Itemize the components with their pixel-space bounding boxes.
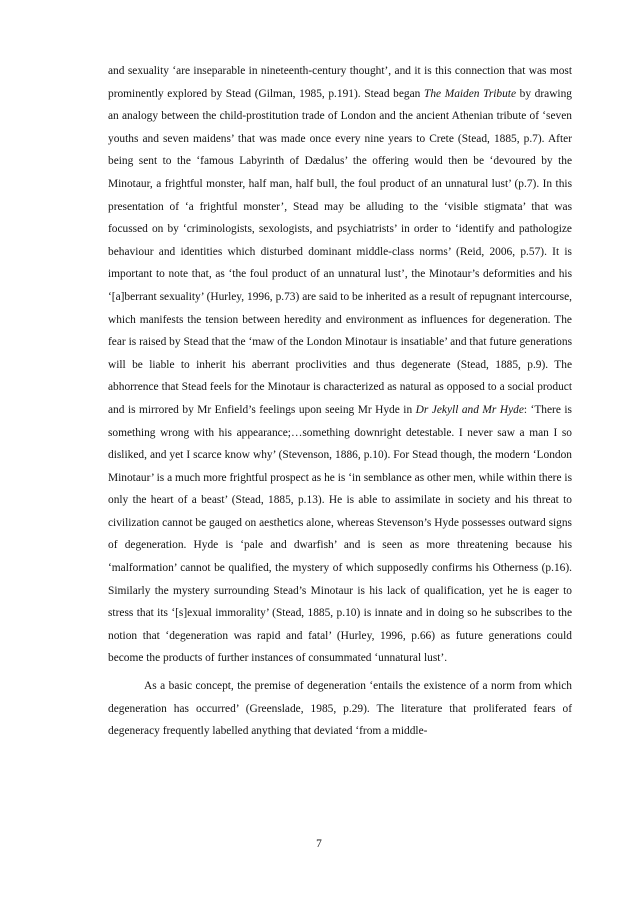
body-text: [108, 60, 572, 743]
paragraph-1: [108, 60, 572, 670]
paragraph-2: [108, 675, 572, 743]
italic-title: Dr Jekyll and Mr Hyde: [415, 403, 524, 416]
text-run: : ‘There is something wrong with his appearance;…something downright detestable. I never saw a man I so disliked, and yet I scarce know why’ (Stevenson, 1886, p.10). For Stead though, the modern ‘London Minotaur’ is a much more frightful prospect as he is ‘in semblance as other men, while within there is only the heart of a beast’ (Stead, 1885, p.13). He is able to assimilate in society and his threat to civilization cannot be gauged on aesthetics alone, whereas Stevenson’s Hyde possesses outward signs of degeneration. Hyde is ‘pale and dwarfish’ and is seen as more threatening because his ‘malformation’ cannot be qualified, the mystery of which supposedly confirms his Otherness (p.16). Similarly the mystery surrounding Stead’s Minotaur is his lack of qualification, yet he is eager to stress that its ‘[s]exual immorality’ (Stead, 1885, p.10) is innate and in doing so he subscribes to the notion that ‘degeneration was rapid and fatal’ (Hurley, 1996, p.66) as future generations could become the products of further instances of consummated ‘unnatural lust’.: [108, 403, 572, 665]
text-run: As a basic concept, the premise of degeneration ‘entails the existence of a norm from which degeneration has occurred’ (Greenslade, 1985, p.29). The literature that proliferated fears of degeneracy frequently labelled anything that deviated ‘from a middle-: [108, 680, 572, 738]
text-run: and sexuality ‘are inseparable in nineteenth-century thought’, and it is this connection that was most prominently explored by Stead (Gilman, 1985, p.191). Stead began: [108, 65, 572, 100]
text-run: by drawing an analogy between the child-prostitution trade of London and the ancient Athenian tribute of ‘seven youths and seven maidens’ that was made once every nine years to Crete (Stead, 1885, p.7). After being sent to the ‘famous Labyrinth of Dædalus’ the offering would then be ‘devoured by the Minotaur, a frightful monster, half man, half bull, the foul product of an unnatural lust’ (p.7). In this presentation of ‘a frightful monster’, Stead may be alluding to the ‘visible stigmata’ that was focussed on by ‘criminologists, sexologists, and psychiatrists’ in order to ‘identify and pathologize behaviour and identities which disturbed dominant middle-class norms’ (Reid, 2006, p.57). It is important to note that, as ‘the foul product of an unnatural lust’, the Minotaur’s deformities and his ‘[a]berrant sexuality’ (Hurley, 1996, p.73) are said to be inherited as a result of repugnant intercourse, which manifests the tension between heredity and environment as influences for degeneration. The fear is raised by Stead that the ‘maw of the London Minotaur is insatiable’ and that future generations will be liable to inherit his aberrant proclivities and thus degenerate (Stead, 1885, p.9). The abhorrence that Stead feels for the Minotaur is characterized as natural as opposed to a social product and is mirrored by Mr Enfield’s feelings upon seeing Mr Hyde in: [108, 87, 572, 416]
page-number: 7: [316, 838, 322, 850]
italic-title: The Maiden Tribute: [424, 87, 517, 100]
